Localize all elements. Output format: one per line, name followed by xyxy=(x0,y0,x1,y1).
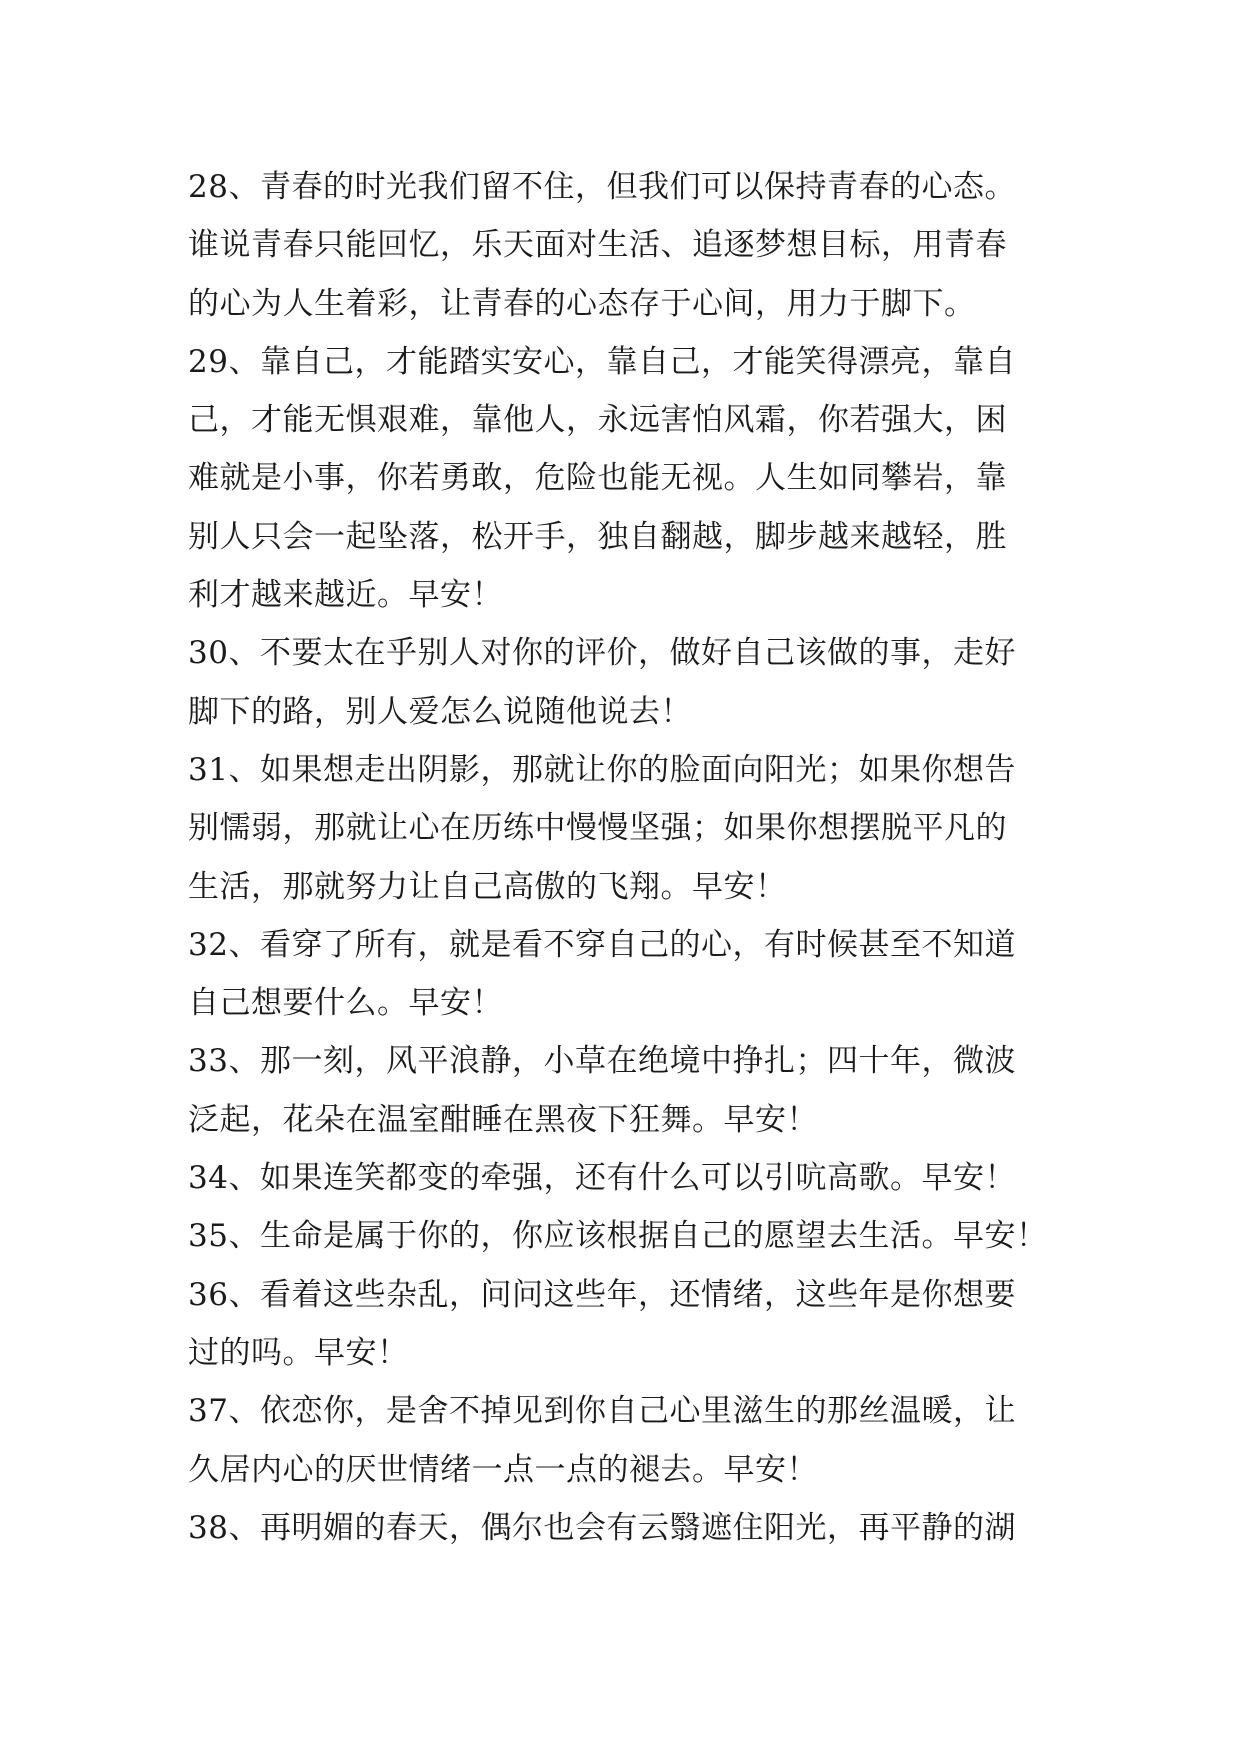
text-line: 31、如果想走出阴影，那就让你的脸面向阳光；如果你想告 xyxy=(188,751,1016,788)
text-line: 32、看穿了所有，就是看不穿自己的心，有时候甚至不知道 xyxy=(188,926,1016,963)
text-line: 29、靠自己，才能踏实安心，靠自己，才能笑得漂亮，靠自 xyxy=(188,343,1016,380)
text-line: 35、生命是属于你的，你应该根据自己的愿望去生活。早安！ xyxy=(188,1218,1048,1255)
text-line: 36、看着这些杂乱，问问这些年，还情绪，这些年是你想要 xyxy=(188,1276,1016,1313)
text-line: 的心为人生着彩，让青春的心态存于心间，用力于脚下。 xyxy=(188,285,976,322)
text-line: 泛起，花朵在温室酣睡在黑夜下狂舞。早安！ xyxy=(188,1101,818,1138)
text-line: 自己想要什么。早安！ xyxy=(188,985,503,1022)
text-line: 久居内心的厌世情绪一点一点的褪去。早安！ xyxy=(188,1451,818,1488)
document-body xyxy=(188,158,1068,1557)
text-line: 己，才能无惧艰难，靠他人，永远害怕风霜，你若强大，困 xyxy=(188,402,1007,439)
text-line: 37、依恋你，是舍不掉见到你自己心里滋生的那丝温暖，让 xyxy=(188,1393,1016,1430)
text-line: 谁说青春只能回忆，乐天面对生活、追逐梦想目标，用青春 xyxy=(188,227,1007,264)
text-line: 生活，那就努力让自己高傲的飞翔。早安！ xyxy=(188,868,787,905)
text-line: 别懦弱，那就让心在历练中慢慢坚强；如果你想摆脱平凡的 xyxy=(188,810,1007,847)
text-line: 30、不要太在乎别人对你的评价，做好自己该做的事，走好 xyxy=(188,635,1016,672)
text-line: 33、那一刻，风平浪静，小草在绝境中挣扎；四十年，微波 xyxy=(188,1043,1016,1080)
text-line: 难就是小事，你若勇敢，危险也能无视。人生如同攀岩，靠 xyxy=(188,460,1007,497)
text-line: 28、青春的时光我们留不住，但我们可以保持青春的心态。 xyxy=(188,169,1016,205)
text-line: 过的吗。早安！ xyxy=(188,1334,409,1371)
text-line: 34、如果连笑都变的牵强，还有什么可以引吭高歌。早安！ xyxy=(188,1160,1016,1197)
text-line: 脚下的路，别人爱怎么说随他说去！ xyxy=(188,693,692,730)
text-line: 利才越来越近。早安！ xyxy=(188,577,503,614)
text-line: 38、再明媚的春天，偶尔也会有云翳遮住阳光，再平静的湖 xyxy=(188,1509,1016,1546)
text-line: 别人只会一起坠落，松开手，独自翻越，脚步越来越轻，胜 xyxy=(188,518,1007,555)
